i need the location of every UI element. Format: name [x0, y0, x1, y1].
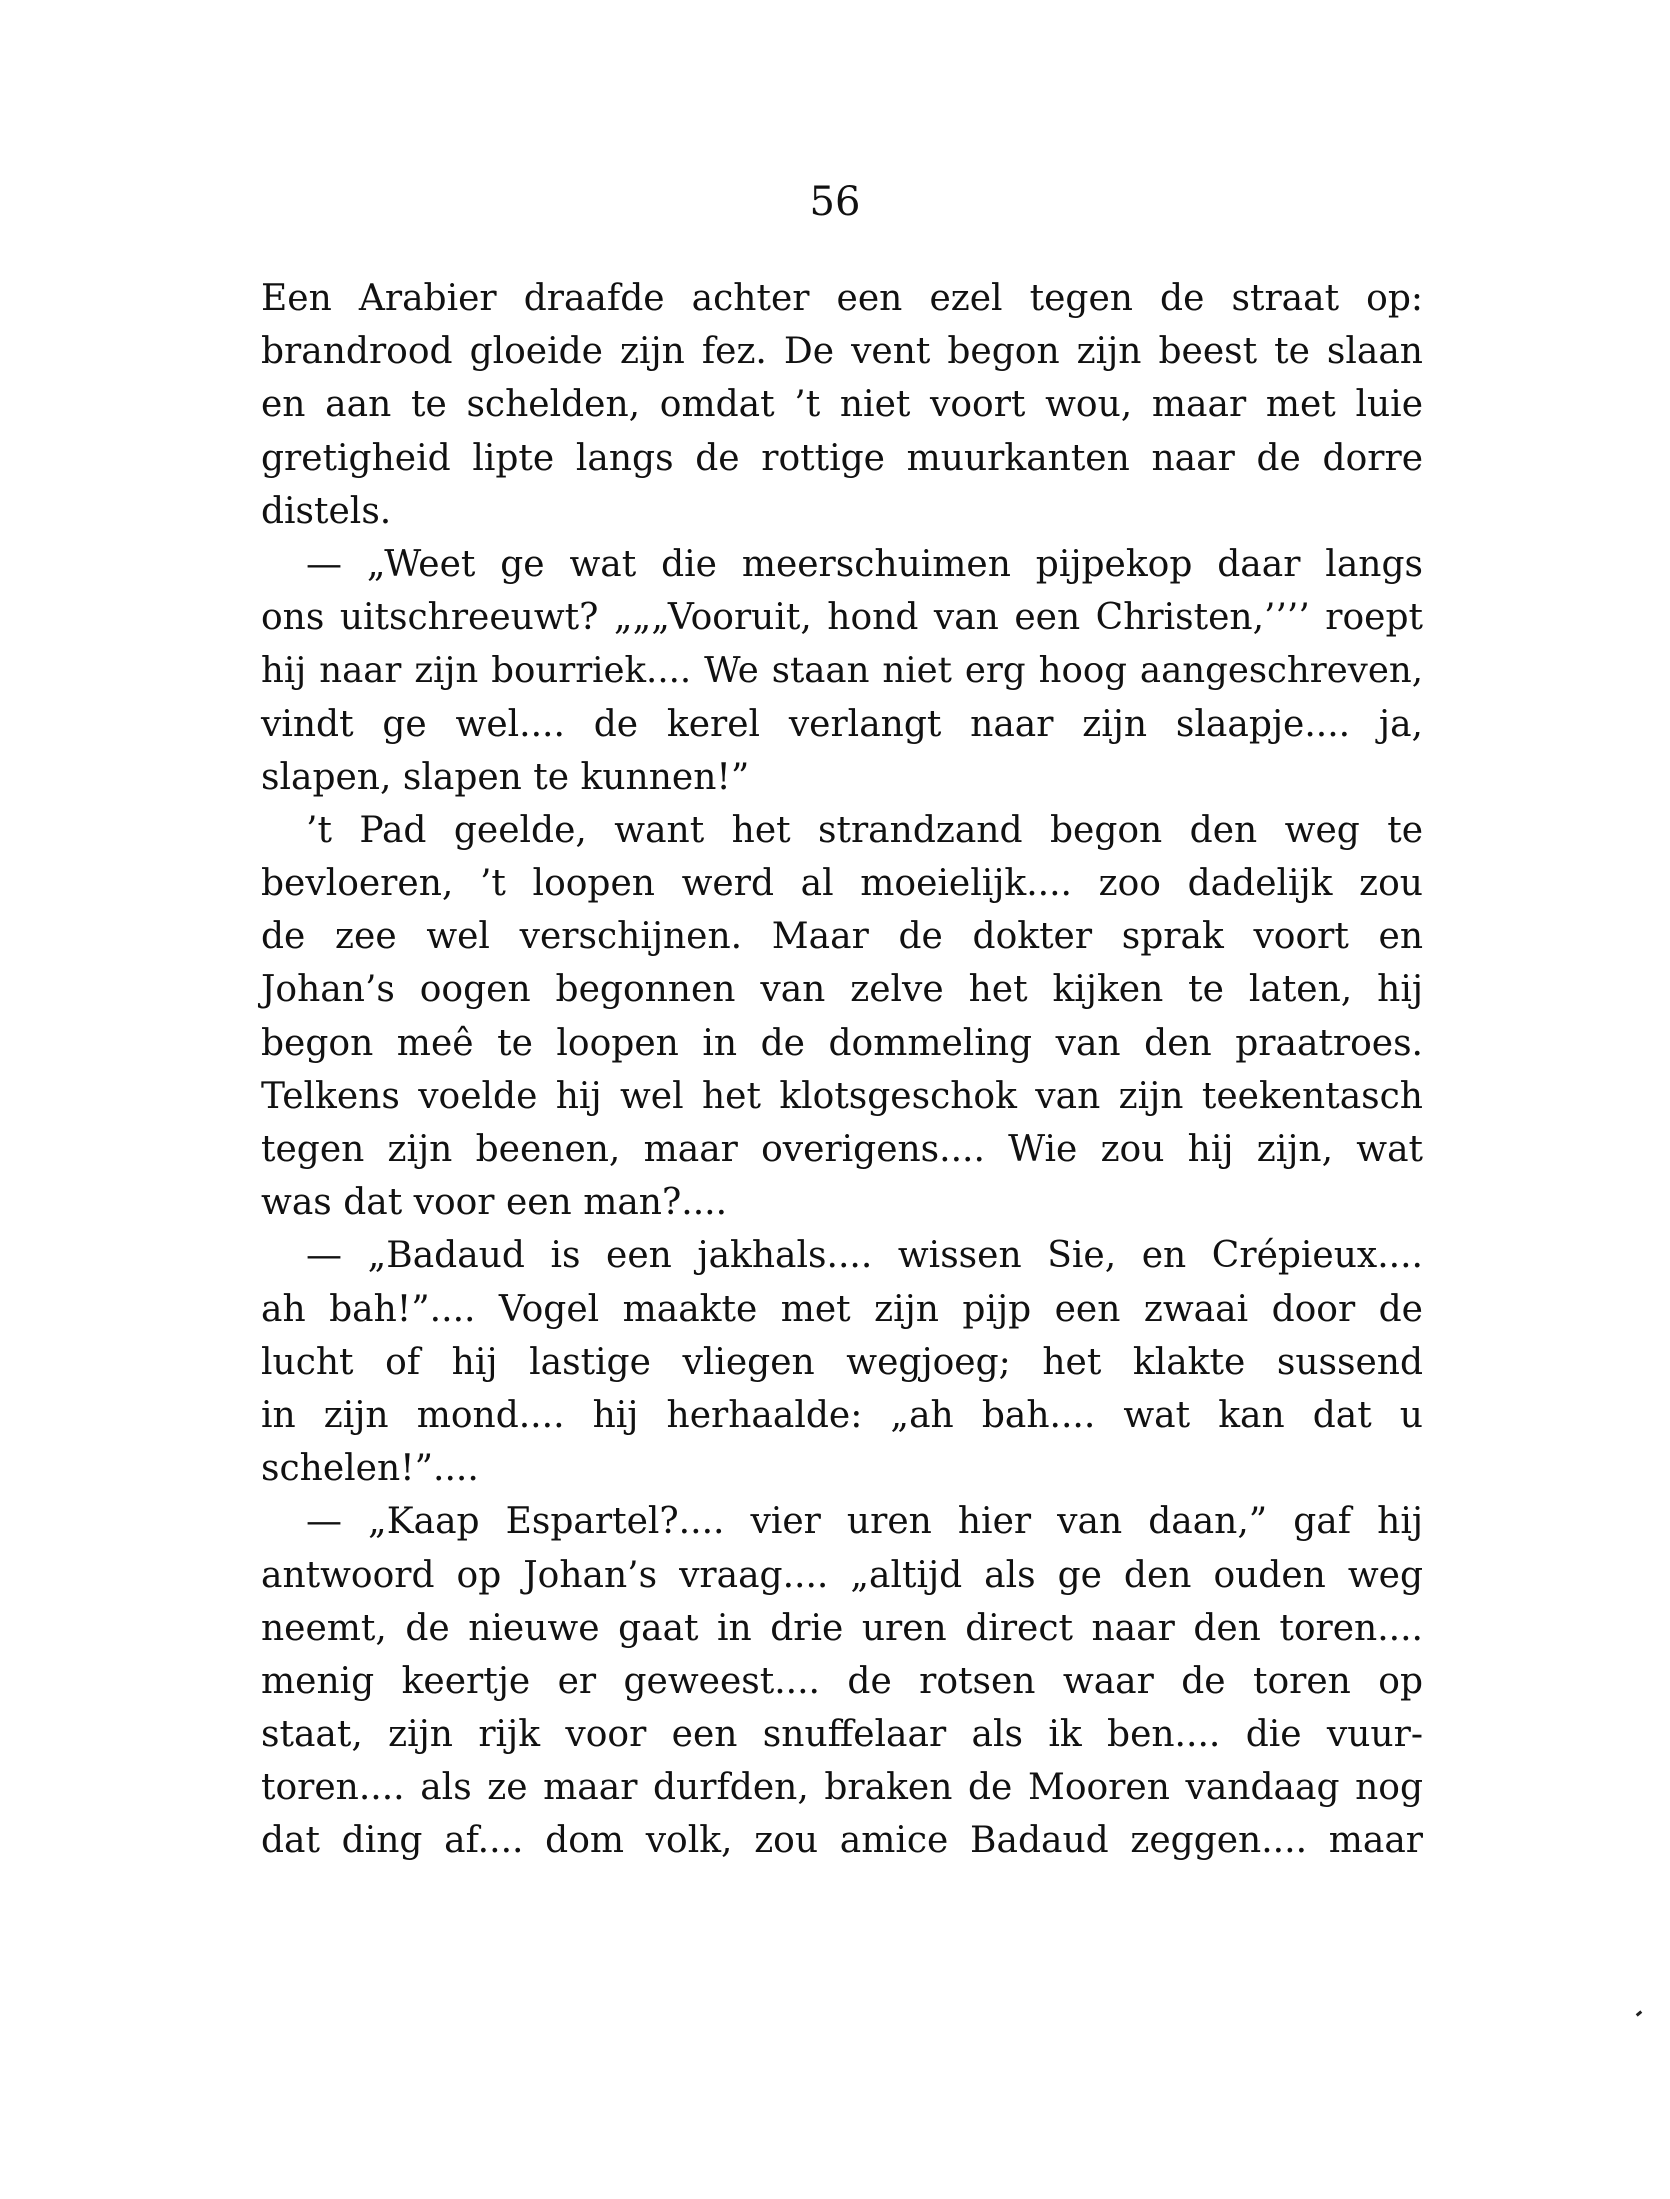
text-line: begon meê te loopen in de dommeling van den praatroes. — [261, 1022, 1423, 1064]
text-line: lucht of hij lastige vliegen wegjoeg; het klakte sussend — [261, 1341, 1423, 1383]
text-line: Een Arabier draafde achter een ezel tegen de straat op: — [261, 278, 1423, 319]
text-line: gretigheid lipte langs de rottige muurkanten naar de dorre — [261, 437, 1423, 479]
text-line: vindt ge wel.... de kerel verlangt naar zijn slaapje.... ja, — [261, 703, 1423, 745]
text-line: distels. — [261, 490, 392, 532]
text-line: ah bah!”.... Vogel maakte met zijn pijp een zwaai door de — [261, 1288, 1423, 1330]
text-line: dat ding af.... dom volk, zou amice Badaud zeggen.... maar — [261, 1820, 1423, 1862]
text-line: in zijn mond.... hij herhaalde: „ah bah.... wat kan dat u — [261, 1394, 1423, 1436]
text-line: toren.... als ze maar durfden, braken de Mooren vandaag nog — [261, 1767, 1423, 1809]
text-line: tegen zijn beenen, maar overigens.... Wie zou hij zijn, wat — [261, 1129, 1423, 1170]
text-line: Telkens voelde hij wel het klotsgeschok van zijn teekentasch — [261, 1075, 1423, 1117]
text-line: antwoord op Johan’s vraag.... „altijd als ge den ouden weg — [261, 1554, 1423, 1596]
text-line: ons uitschreeuwt? „„„Vooruit, hond van een Christen,’’’’ roept — [261, 597, 1423, 639]
text-line: — „Weet ge wat die meerschuimen pijpekop daar langs — [306, 543, 1423, 585]
text-line: neemt, de nieuwe gaat in drie uren direct naar den toren.... — [261, 1607, 1423, 1649]
text-line: menig keertje er geweest.... de rotsen waar de toren op — [261, 1660, 1423, 1702]
body-text — [261, 272, 1423, 1868]
text-line: slapen, slapen te kunnen!” — [261, 756, 750, 798]
page-number: 56 — [809, 179, 861, 225]
text-line: de zee wel verschijnen. Maar de dokter sprak voort en — [261, 916, 1423, 958]
text-line: was dat voor een man?.... — [261, 1182, 728, 1224]
text-line: — „Badaud is een jakhals.... wissen Sie, en Crépieux.... — [306, 1235, 1423, 1277]
text-line: brandrood gloeide zijn fez. De vent begon zijn beest te slaan — [261, 331, 1423, 373]
text-line: — „Kaap Espartel?.... vier uren hier van daan,” gaf hij — [306, 1501, 1423, 1543]
text-line: Johan’s oogen begonnen van zelve het kijken te laten, hij — [261, 969, 1423, 1011]
text-line: schelen!”.... — [261, 1448, 479, 1490]
text-line: en aan te schelden, omdat ’t niet voort wou, maar met luie — [261, 384, 1423, 426]
text-line: bevloeren, ’t loopen werd al moeielijk.... zoo dadelijk zou — [261, 863, 1423, 905]
text-line: staat, zijn rijk voor een snuffelaar als ik ben.... die vuur- — [261, 1714, 1423, 1756]
text-line: hij naar zijn bourriek.... We staan niet erg hoog aangeschreven, — [261, 650, 1423, 692]
text-line: ’t Pad geelde, want het strandzand begon den weg te — [306, 809, 1423, 851]
margin-mark — [1636, 2010, 1643, 2016]
